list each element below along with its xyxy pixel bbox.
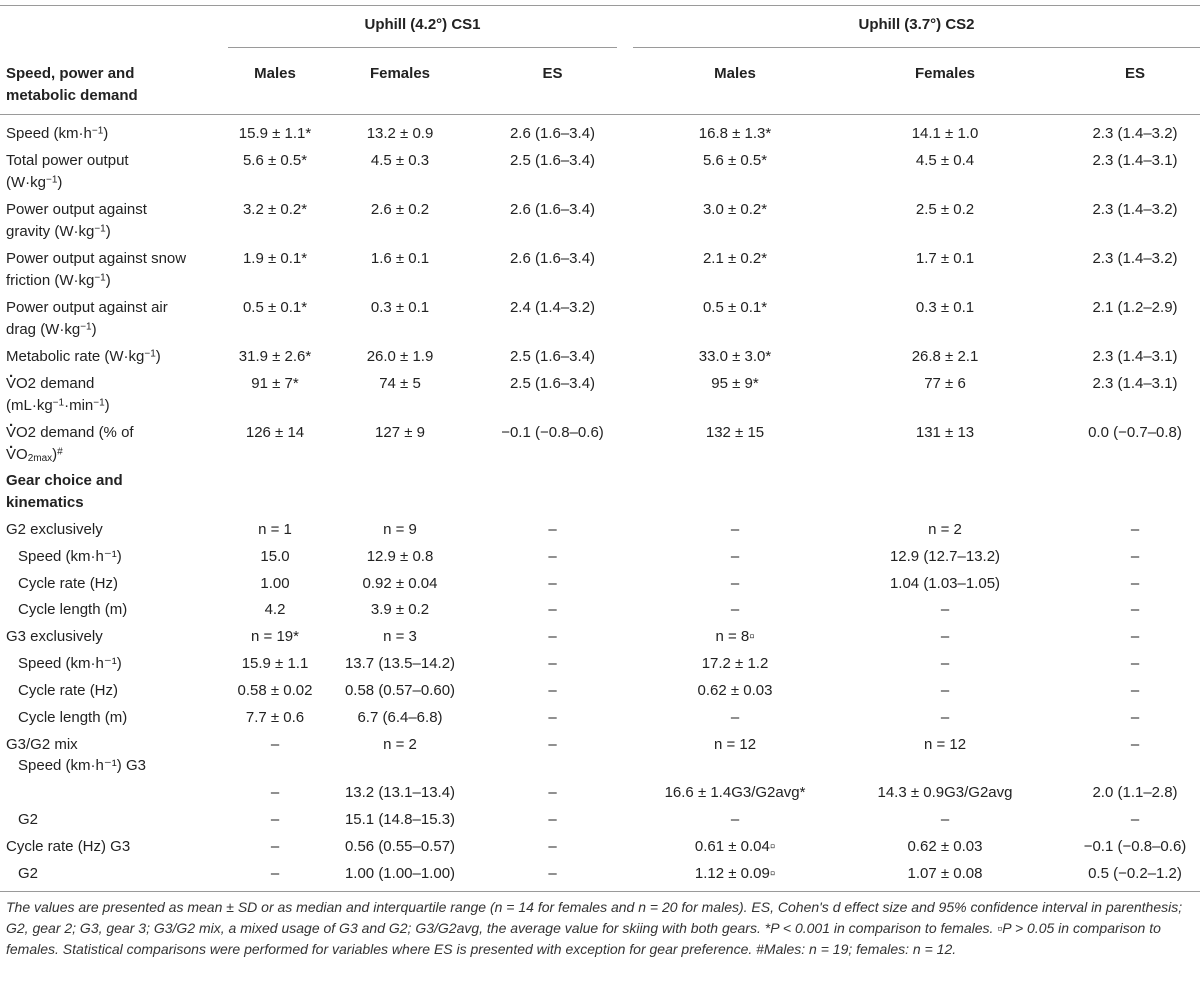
cell: 2.3 (1.4–3.2) bbox=[1092, 125, 1178, 142]
cell: 5.6 ± 0.5* bbox=[242, 152, 308, 169]
cell: 2.3 (1.4–3.1) bbox=[1092, 375, 1178, 392]
section-header-speed-power: Speed, power and metabolic demand bbox=[6, 65, 138, 104]
cell: 12.9 ± 0.8 bbox=[366, 548, 434, 565]
cell: 4.2 bbox=[264, 601, 286, 618]
col-header-females-cs1: Females bbox=[369, 65, 431, 82]
cell: – bbox=[270, 736, 280, 753]
cell: 26.8 ± 2.1 bbox=[911, 348, 979, 365]
cell: – bbox=[548, 655, 557, 672]
cell: 2.5 ± 0.2 bbox=[915, 201, 975, 218]
table-footnote: The values are presented as mean ± SD or as median and interquartile range (n = 14 for females and n = 20 for males). ES, Cohen's d effect size and 95% confidence interval in parenthesis; G2, gear 2; G3, gear 3; G3/G2 mix, a mixed usage of G3 and G2; G3/G2avg, the average value for skiing with both gears. *P < 0.001 in comparison to females. ▫P > 0.05 in comparison to females. Statistical comparisons were performed for variables where ES is presented with exception for gear preference. #Males: n = 19; females: n = 12. bbox=[6, 899, 1183, 957]
section-header-gear-choice: Gear choice and kinematics bbox=[6, 472, 123, 511]
cell: 17.2 ± 1.2 bbox=[701, 655, 769, 672]
gear-row-label: Cycle rate (Hz) bbox=[18, 575, 119, 592]
cell: – bbox=[270, 811, 280, 828]
gear-row-label: G2 bbox=[18, 865, 39, 882]
row-label-power-gravity: Power output against gravity $(W\cdot kg^{-1})$ bbox=[6, 201, 147, 240]
cell: – bbox=[270, 784, 280, 801]
cell: 1.00 (1.00–1.00) bbox=[344, 865, 456, 882]
cell: – bbox=[548, 784, 557, 801]
cell: 2.6 (1.6–3.4) bbox=[509, 125, 596, 142]
gear-row-label: G2 exclusively bbox=[6, 521, 103, 538]
cell: n = 8▫ bbox=[715, 628, 755, 645]
cell: 0.5 (−0.2–1.2) bbox=[1088, 865, 1182, 882]
cell: 3.9 ± 0.2 bbox=[370, 601, 430, 618]
cell: 127 ± 9 bbox=[375, 424, 425, 441]
gear-row-label: Cycle rate (Hz) bbox=[18, 682, 119, 699]
cell: 15.0 bbox=[260, 548, 290, 565]
row-label-speed: Speed $(km\cdot h^{-1})$ bbox=[6, 125, 109, 142]
cell: 2.6 (1.6–3.4) bbox=[509, 250, 596, 267]
cell: – bbox=[940, 628, 950, 645]
cell: −0.1 (−0.8–0.6) bbox=[1083, 838, 1187, 855]
cell: 33.0 ± 3.0* bbox=[698, 348, 772, 365]
cell: 126 ± 14 bbox=[245, 424, 305, 441]
cell: 2.5 (1.6–3.4) bbox=[509, 152, 596, 169]
cell: n = 19* bbox=[251, 628, 299, 645]
cell: 132 ± 15 bbox=[705, 424, 765, 441]
cell: 1.00 bbox=[260, 575, 290, 592]
cell: – bbox=[940, 709, 950, 726]
cell: – bbox=[940, 601, 950, 618]
cell: 0.3 ± 0.1 bbox=[915, 299, 975, 316]
cell: 0.61 ± 0.04▫ bbox=[694, 838, 776, 855]
cell: – bbox=[940, 811, 950, 828]
cell: – bbox=[730, 575, 740, 592]
cell: – bbox=[730, 811, 740, 828]
cell: 0.0 (−0.7–0.8) bbox=[1088, 424, 1182, 441]
cell: – bbox=[1130, 736, 1140, 753]
cell: – bbox=[1130, 601, 1140, 618]
cell: 95 ± 9* bbox=[711, 375, 759, 392]
col-header-females-cs2: Females bbox=[914, 65, 976, 82]
cell: – bbox=[548, 682, 557, 699]
cell: 1.9 ± 0.1* bbox=[242, 250, 308, 267]
cell: 5.6 ± 0.5* bbox=[702, 152, 768, 169]
cell: – bbox=[1130, 709, 1140, 726]
row-label-vo2-percent: . VO2 demand (% of . $VO_{2max})^{\#}$ bbox=[6, 422, 134, 466]
group2-rule bbox=[633, 47, 1200, 48]
cell: – bbox=[548, 601, 557, 618]
cell: 2.3 (1.4–3.2) bbox=[1092, 250, 1178, 267]
cell: – bbox=[548, 865, 557, 882]
header-rule bbox=[0, 114, 1200, 115]
row-label-metabolic-rate: Metabolic rate $(W\cdot kg^{-1})$ bbox=[6, 348, 161, 365]
gear-row-label: G3/G2 mix bbox=[6, 736, 78, 753]
cell: 7.7 ± 0.6 bbox=[245, 709, 305, 726]
cell: 2.1 ± 0.2* bbox=[702, 250, 768, 267]
cell: n = 12 bbox=[923, 736, 967, 753]
cell: 2.3 (1.4–3.1) bbox=[1092, 348, 1178, 365]
cell: 0.5 ± 0.1* bbox=[702, 299, 768, 316]
cell: 2.6 (1.6–3.4) bbox=[509, 201, 596, 218]
cell: – bbox=[730, 709, 740, 726]
cell: – bbox=[548, 628, 557, 645]
cell: – bbox=[548, 736, 557, 753]
cell: – bbox=[270, 865, 280, 882]
top-rule bbox=[0, 5, 1200, 6]
gear-row-label: Cycle rate (Hz) G3 bbox=[6, 838, 131, 855]
cell: 2.4 (1.4–3.2) bbox=[509, 299, 596, 316]
cell: 74 ± 5 bbox=[379, 375, 421, 392]
cell: 1.7 ± 0.1 bbox=[915, 250, 975, 267]
row-label-total-power: Total power output $(W\cdot kg^{-1})$ bbox=[6, 152, 129, 191]
bottom-rule bbox=[0, 891, 1200, 892]
cell: – bbox=[1130, 575, 1140, 592]
cell: −0.1 (−0.8–0.6) bbox=[501, 424, 604, 441]
cell: – bbox=[730, 548, 740, 565]
cell: 0.58 (0.57–0.60) bbox=[344, 682, 456, 699]
cell: 1.07 ± 0.08 bbox=[907, 865, 983, 882]
cell: – bbox=[548, 521, 557, 538]
col-header-es-cs2: ES bbox=[1124, 65, 1145, 82]
col-header-es-cs1: ES bbox=[542, 65, 563, 82]
cell: – bbox=[1130, 811, 1140, 828]
cell: 0.62 ± 0.03 bbox=[907, 838, 983, 855]
cell: – bbox=[1130, 628, 1140, 645]
cell: 0.5 ± 0.1* bbox=[242, 299, 308, 316]
cell: 0.62 ± 0.03 bbox=[697, 682, 773, 699]
gear-row-label: Cycle length (m) bbox=[18, 601, 128, 618]
cell: 2.3 (1.4–3.1) bbox=[1092, 152, 1178, 169]
cell: 13.2 (13.1–13.4) bbox=[344, 784, 456, 801]
cell: 0.3 ± 0.1 bbox=[370, 299, 430, 316]
cell: 15.1 (14.8–15.3) bbox=[344, 811, 456, 828]
row-label-power-air: Power output against air drag $(W\cdot kg^{-1})$ bbox=[6, 299, 168, 338]
cell: 3.0 ± 0.2* bbox=[702, 201, 768, 218]
group1-rule bbox=[228, 47, 617, 48]
cell: 14.3 ± 0.9G3/G2avg bbox=[877, 784, 1013, 801]
cell: n = 1 bbox=[258, 521, 292, 538]
gear-row-label: G2 bbox=[18, 811, 39, 828]
cell: – bbox=[1130, 682, 1140, 699]
cell: – bbox=[730, 521, 740, 538]
cell: 2.5 (1.6–3.4) bbox=[509, 348, 596, 365]
cell: 26.0 ± 1.9 bbox=[366, 348, 434, 365]
cell: – bbox=[1130, 548, 1140, 565]
cell: 1.04 (1.03–1.05) bbox=[889, 575, 1001, 592]
row-label-power-snow: Power output against snow friction $(W\cdot kg^{-1})$ bbox=[6, 250, 187, 289]
cell: 0.56 (0.55–0.57) bbox=[344, 838, 456, 855]
cell: – bbox=[1130, 655, 1140, 672]
cell: – bbox=[548, 709, 557, 726]
cell: n = 9 bbox=[383, 521, 417, 538]
cell: 15.9 ± 1.1* bbox=[238, 125, 312, 142]
cell: n = 2 bbox=[928, 521, 962, 538]
cell: 13.2 ± 0.9 bbox=[366, 125, 434, 142]
row-label-vo2-demand: . VO2 demand $(mL\cdot kg^{-1}\cdot\min^{-1})$ bbox=[6, 373, 110, 417]
cell: 2.0 (1.1–2.8) bbox=[1092, 784, 1178, 801]
cell: 16.8 ± 1.3* bbox=[698, 125, 772, 142]
cell: 2.5 (1.6–3.4) bbox=[509, 375, 596, 392]
cell: – bbox=[548, 575, 557, 592]
cell: – bbox=[548, 811, 557, 828]
cell: 4.5 ± 0.4 bbox=[915, 152, 975, 169]
cell: 4.5 ± 0.3 bbox=[370, 152, 430, 169]
cell: 16.6 ± 1.4G3/G2avg* bbox=[664, 784, 806, 801]
cell: – bbox=[1130, 521, 1140, 538]
cell: 6.7 (6.4–6.8) bbox=[357, 709, 443, 726]
cell: n = 2 bbox=[383, 736, 417, 753]
cell: 2.3 (1.4–3.2) bbox=[1092, 201, 1178, 218]
cell: 131 ± 13 bbox=[915, 424, 975, 441]
cell: 2.1 (1.2–2.9) bbox=[1092, 299, 1178, 316]
group-header-cs2: Uphill (3.7°) CS2 bbox=[858, 16, 975, 33]
cell: 91 ± 7* bbox=[251, 375, 299, 392]
cell: n = 12 bbox=[713, 736, 757, 753]
gear-row-label: Speed (km·h⁻¹) G3 bbox=[18, 757, 146, 774]
cell: 31.9 ± 2.6* bbox=[238, 348, 312, 365]
cell: 2.6 ± 0.2 bbox=[370, 201, 430, 218]
cell: – bbox=[548, 838, 557, 855]
gear-row-label: G3 exclusively bbox=[6, 628, 103, 645]
gear-row-label: Speed (km·h⁻¹) bbox=[18, 548, 122, 565]
cell: 13.7 (13.5–14.2) bbox=[344, 655, 456, 672]
cell: 0.58 ± 0.02 bbox=[237, 682, 313, 699]
cell: 3.2 ± 0.2* bbox=[242, 201, 308, 218]
cell: – bbox=[730, 601, 740, 618]
gear-row-label: Cycle length (m) bbox=[18, 709, 128, 726]
cell: – bbox=[940, 682, 950, 699]
col-header-males-cs1: Males bbox=[254, 65, 296, 82]
cell: – bbox=[940, 655, 950, 672]
cell: 15.9 ± 1.1 bbox=[241, 655, 309, 672]
cell: – bbox=[548, 548, 557, 565]
cell: 1.12 ± 0.09▫ bbox=[694, 865, 776, 882]
cell: 0.92 ± 0.04 bbox=[362, 575, 438, 592]
cell: n = 3 bbox=[383, 628, 417, 645]
cell: 1.6 ± 0.1 bbox=[370, 250, 430, 267]
group-header-cs1: Uphill (4.2°) CS1 bbox=[364, 16, 481, 33]
cell: 12.9 (12.7–13.2) bbox=[889, 548, 1001, 565]
cell: 77 ± 6 bbox=[924, 375, 966, 392]
col-header-males-cs2: Males bbox=[714, 65, 756, 82]
cell: – bbox=[270, 838, 280, 855]
cell: 14.1 ± 1.0 bbox=[911, 125, 979, 142]
gear-row-label: Speed (km·h⁻¹) bbox=[18, 655, 122, 672]
